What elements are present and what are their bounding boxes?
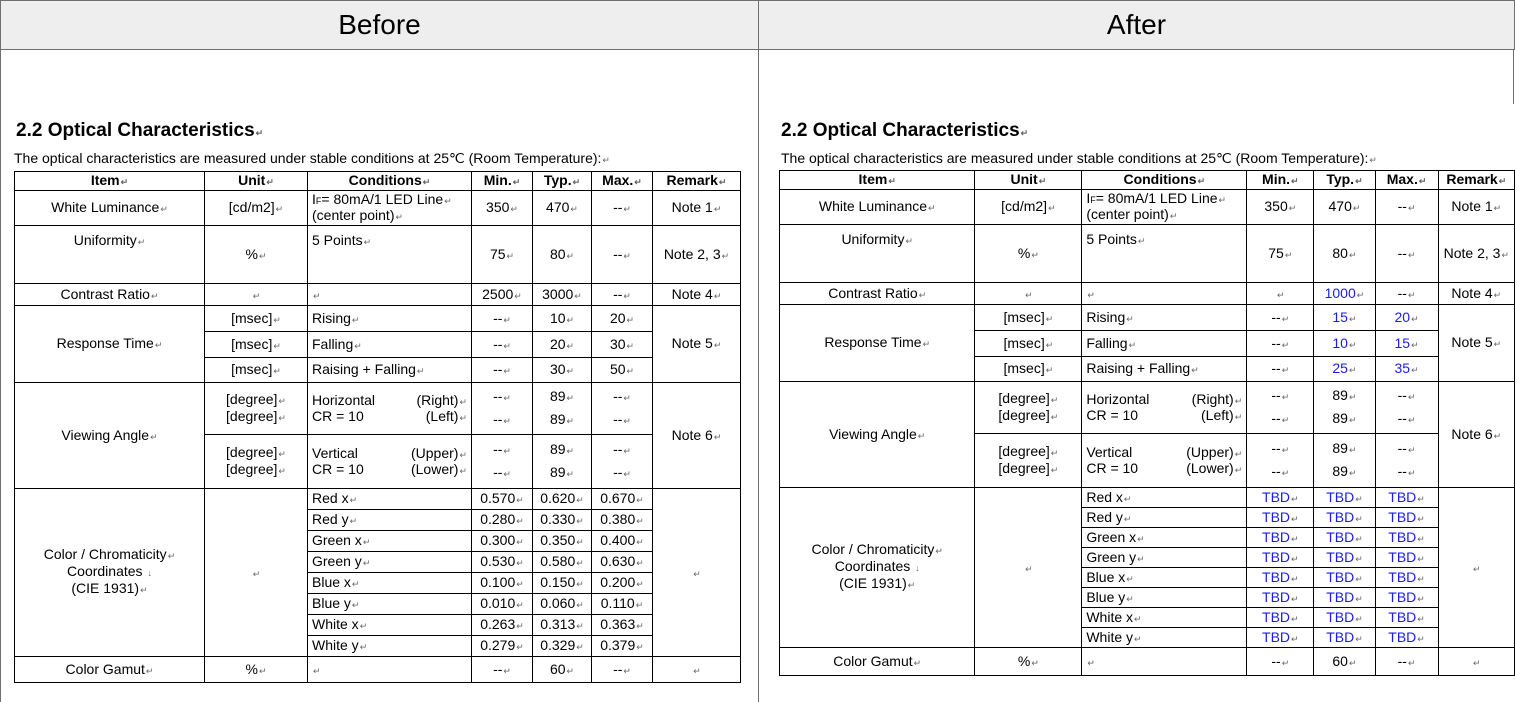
table-header-row xyxy=(780,171,1515,190)
optical-spec-table xyxy=(779,170,1515,676)
table-row: Color / Chromaticity↵ Coordinates ↓ (CIE 1931)↵ ↵ Red x↵ TBD↵ TBD↵ TBD↵ ↵ xyxy=(780,488,1515,508)
section-title: 2.2 Optical Characteristics↵ xyxy=(781,120,1029,141)
table-row: Green x↵ 0.300↵ 0.350↵ 0.400↵ xyxy=(15,531,741,552)
table-row: Contrast Ratio↵ ↵ ↵ 2500↵ 3000↵ --↵ Note 4↵ xyxy=(15,284,741,306)
table-row: White y↵ TBD↵ TBD↵ TBD↵ xyxy=(780,628,1515,648)
table-row: Blue y↵ TBD↵ TBD↵ TBD↵ xyxy=(780,588,1515,608)
table-row: Uniformity↵ %↵ 5 Points↵ 75↵ 80↵ --↵ Note 2, 3↵ xyxy=(780,225,1515,283)
col-unit: Unit↵ xyxy=(975,171,1082,190)
col-min: Min.↵ xyxy=(1247,171,1314,190)
table-row: Blue x↵ TBD↵ TBD↵ TBD↵ xyxy=(780,568,1515,588)
after-panel xyxy=(759,50,1515,702)
table-row: Color Gamut↵ %↵ ↵ --↵ 60↵ --↵ ↵ xyxy=(15,657,741,683)
table-row: White Luminance↵ [cd/m2]↵ IF= 80mA/1 LED Line↵ (center point)↵ 350↵ 470↵ --↵ Note 1↵ xyxy=(15,191,741,226)
col-typ: Typ.↵ xyxy=(1314,171,1375,190)
table-row: Green x↵ TBD↵ TBD↵ TBD↵ xyxy=(780,528,1515,548)
table-row: Green y↵ 0.530↵ 0.580↵ 0.630↵ xyxy=(15,552,741,573)
section-description: The optical characteristics are measured under stable conditions at 25℃ (Room Temperature):↵ xyxy=(781,150,1377,166)
after-header: After xyxy=(759,0,1515,50)
col-remark: Remark↵ xyxy=(1438,171,1514,190)
section-description: The optical characteristics are measured under stable conditions at 25℃ (Room Temperature):↵ xyxy=(14,150,610,166)
table-row: White Luminance↵ [cd/m2]↵ IF= 80mA/1 LED Line↵ (center point)↵ 350↵ 470↵ --↵ Note 1↵ xyxy=(780,190,1515,225)
col-min: Min.↵ xyxy=(472,172,533,191)
table-row: [msec]↵ Raising + Falling↵ --↵ 25↵ 35↵ xyxy=(780,357,1515,382)
col-item: Item↵ xyxy=(780,171,975,190)
comparison-header xyxy=(0,0,1515,50)
table-row: Response Time↵ [msec]↵ Rising↵ --↵ 15↵ 20↵ Note 5↵ xyxy=(780,305,1515,331)
section-title: 2.2 Optical Characteristics↵ xyxy=(16,120,264,141)
before-panel xyxy=(0,50,758,702)
table-row: [msec]↵ Raising + Falling↵ --↵ 30↵ 50↵ xyxy=(15,358,741,383)
table-row: Response Time↵ [msec]↵ Rising↵ --↵ 10↵ 20↵ Note 5↵ xyxy=(15,306,741,332)
table-row: Viewing Angle↵ [degree]↵ [degree]↵ Horizontal (Right)↵ CR = 10 (Left)↵ --↵ --↵ 89↵ 89↵ --↵ --↵ Note 6↵ xyxy=(780,382,1515,434)
col-unit: Unit↵ xyxy=(205,172,308,191)
table-row: Blue x↵ 0.100↵ 0.150↵ 0.200↵ xyxy=(15,573,741,594)
table-row: White x↵ 0.263↵ 0.313↵ 0.363↵ xyxy=(15,615,741,636)
table-row: Red y↵ TBD↵ TBD↵ TBD↵ xyxy=(780,508,1515,528)
table-row: Color / Chromaticity↵ Coordinates ↓ (CIE 1931)↵ ↵ Red x↵ 0.570↵ 0.620↵ 0.670↵ ↵ xyxy=(15,489,741,510)
col-remark: Remark↵ xyxy=(653,172,741,191)
table-row: White x↵ TBD↵ TBD↵ TBD↵ xyxy=(780,608,1515,628)
col-typ: Typ.↵ xyxy=(533,172,592,191)
table-row: Green y↵ TBD↵ TBD↵ TBD↵ xyxy=(780,548,1515,568)
table-row: [msec]↵ Falling↵ --↵ 20↵ 30↵ xyxy=(15,332,741,358)
before-header: Before xyxy=(0,0,759,50)
table-row: Blue y↵ 0.010↵ 0.060↵ 0.110↵ xyxy=(15,594,741,615)
col-item: Item↵ xyxy=(15,172,205,191)
table-row: Contrast Ratio↵ ↵ ↵ ↵ 1000↵ --↵ Note 4↵ xyxy=(780,283,1515,305)
table-header-row xyxy=(15,172,741,191)
col-conditions: Conditions↵ xyxy=(308,172,472,191)
optical-spec-table xyxy=(14,171,741,683)
table-row: [degree]↵ [degree]↵ Vertical (Upper)↵ CR = 10 (Lower)↵ --↵ --↵ 89↵ 89↵ --↵ --↵ xyxy=(15,435,741,489)
table-row: Viewing Angle↵ [degree]↵ [degree]↵ Horizontal (Right)↵ CR = 10 (Left)↵ --↵ --↵ 89↵ 89↵ --↵ --↵ Note 6↵ xyxy=(15,383,741,435)
col-conditions: Conditions↵ xyxy=(1082,171,1247,190)
table-row: Color Gamut↵ %↵ ↵ --↵ 60↵ --↵ ↵ xyxy=(780,648,1515,676)
col-max: Max.↵ xyxy=(592,172,653,191)
table-row: White y↵ 0.279↵ 0.329↵ 0.379↵ xyxy=(15,636,741,657)
table-row: [msec]↵ Falling↵ --↵ 10↵ 15↵ xyxy=(780,331,1515,357)
table-row: Uniformity↵ %↵ 5 Points↵ 75↵ 80↵ --↵ Note 2, 3↵ xyxy=(15,226,741,284)
table-row: [degree]↵ [degree]↵ Vertical (Upper)↵ CR = 10 (Lower)↵ --↵ --↵ 89↵ 89↵ --↵ --↵ xyxy=(780,434,1515,488)
col-max: Max.↵ xyxy=(1375,171,1438,190)
table-row: Red y↵ 0.280↵ 0.330↵ 0.380↵ xyxy=(15,510,741,531)
